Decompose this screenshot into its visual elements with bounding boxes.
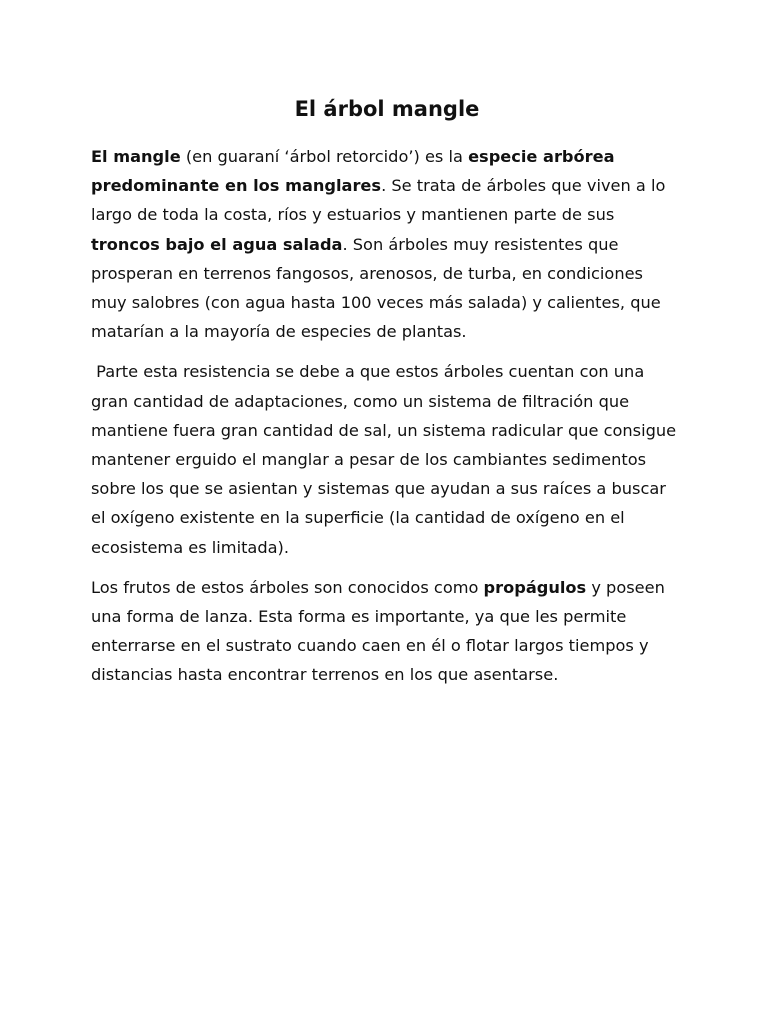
text-plain: . Se trata de árboles que viven a lo largo de toda la costa, ríos y estuarios y mantienen parte de sus <box>91 176 666 225</box>
paragraph-1 <box>91 142 683 346</box>
text-bold: troncos bajo el agua salada <box>91 234 343 254</box>
text-bold: propágulos <box>483 577 587 597</box>
text-plain: . Son árboles muy resistentes que prosperan en terrenos fangosos, arenosos, de turba, en condiciones muy salobres (con agua hasta 100 veces más salada) y calientes, que matarían a la mayoría de especies de plantas. <box>91 234 661 342</box>
text-plain: Los frutos de estos árboles son conocidos como <box>91 577 484 597</box>
text-bold: especie arbórea predominante en los manglares <box>91 147 615 196</box>
text-plain: y poseen una forma de lanza. Esta forma es importante, ya que les permite enterrarse en el sustrato cuando caen en él o flotar largos tiempos y distancias hasta encontrar terrenos en los que asentarse. <box>91 577 665 685</box>
paragraph-2 <box>91 357 683 561</box>
document-title: El árbol mangle <box>294 97 480 121</box>
paragraph-3 <box>91 573 683 690</box>
text-plain: Parte esta resistencia se debe a que estos árboles cuentan con una gran cantidad de adaptaciones, como un sistema de filtración que mantiene fuera gran cantidad de sal, un sistema radicular que consigue mantener erguido el manglar a pesar de los cambiantes sedimentos sobre los que se asientan y sistemas que ayudan a sus raíces a buscar el oxígeno existente en la superficie (la cantidad de oxígeno en el ecosistema es limitada). <box>91 362 682 557</box>
document-page <box>91 92 683 701</box>
text-bold: El mangle <box>91 147 181 166</box>
text-plain: (en guaraní ‘árbol retorcido’) es la <box>180 147 469 166</box>
